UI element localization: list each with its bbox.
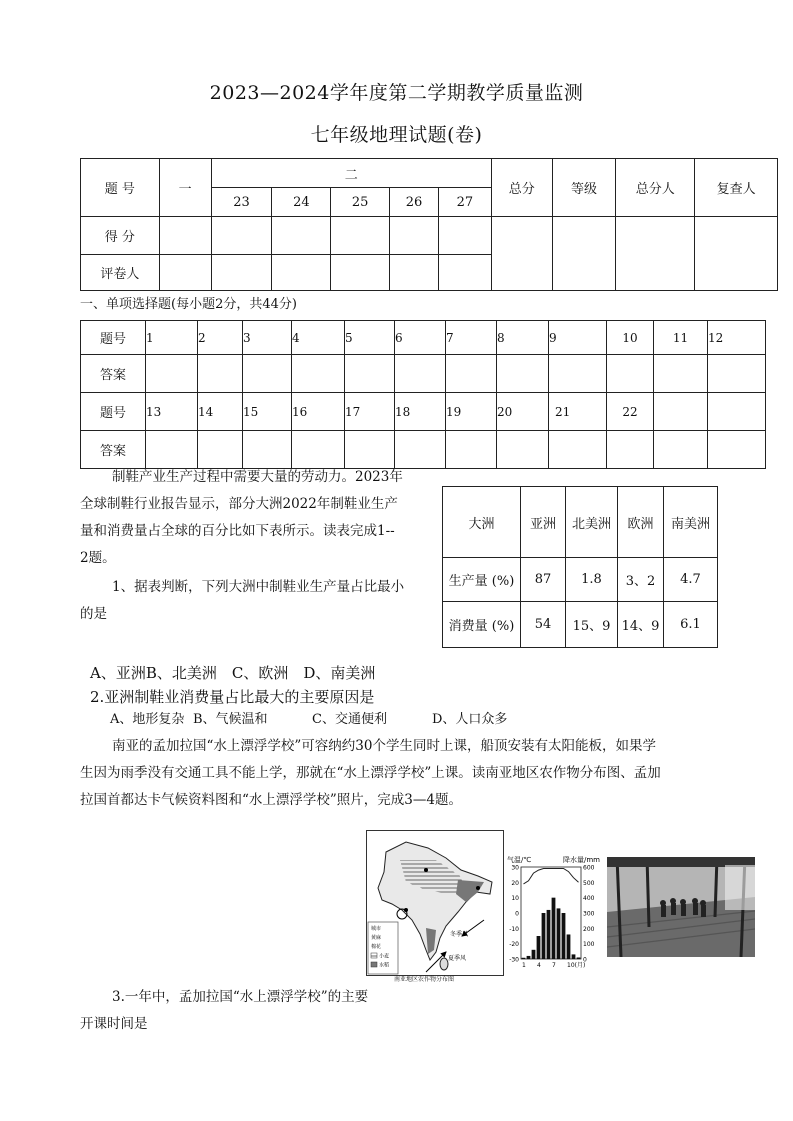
precip-bar [532, 950, 536, 959]
table-cell: 87 [521, 558, 566, 602]
question-number: 4 [292, 321, 345, 355]
precip-bar [567, 934, 571, 959]
question-number-label: 题号 [81, 393, 146, 431]
answer-cell[interactable] [146, 431, 198, 469]
score-cell[interactable] [331, 217, 390, 255]
plot-frame [521, 867, 581, 959]
table-cell: 14、9 [618, 602, 664, 648]
table-cell: 6.1 [664, 602, 718, 648]
temp-tick-label: 0 [515, 910, 519, 918]
review-header: 复查人 [695, 159, 778, 217]
sri-lanka [440, 958, 448, 970]
south-asia-crop-map [366, 830, 504, 988]
question-stem: 的是 [80, 606, 107, 622]
question-number-label: 题号 [81, 321, 146, 355]
table-header: 亚洲 [521, 487, 566, 558]
option-b: B、气候温和 [193, 712, 268, 727]
answer-cell[interactable] [607, 431, 654, 469]
answer-cell[interactable] [243, 431, 292, 469]
photo-svg [607, 857, 755, 957]
sub-question: 25 [331, 188, 390, 217]
grade-cell[interactable] [552, 217, 616, 291]
month-ticks [522, 961, 585, 969]
table-header: 大洲 [443, 487, 521, 558]
rain-tick-label: 600 [583, 864, 595, 872]
grader-cell[interactable] [159, 255, 211, 291]
question-number: 19 [446, 393, 497, 431]
answer-cell[interactable] [654, 355, 708, 393]
answer-cell[interactable] [654, 431, 708, 469]
question-number: 3 [243, 321, 292, 355]
question-number [654, 393, 708, 431]
answer-cell[interactable] [446, 431, 497, 469]
answer-cell[interactable] [198, 431, 243, 469]
sub-question: 23 [211, 188, 272, 217]
exam-subtitle: 七年级地理试题(卷) [310, 124, 483, 146]
passage-line: 全球制鞋行业报告显示，部分大洲2022年制鞋业生产 [80, 496, 398, 512]
sub-question: 24 [272, 188, 331, 217]
option-d: D、人口众多 [432, 712, 508, 727]
month-tick-label: 4 [537, 962, 541, 969]
review-cell[interactable] [695, 217, 778, 291]
city-dot [476, 886, 480, 890]
question-number: 16 [292, 393, 345, 431]
question-stem: 1、据表判断，下列大洲中制鞋业生产量占比最小 [112, 579, 405, 595]
table-cell: 54 [521, 602, 566, 648]
tally-cell[interactable] [616, 217, 695, 291]
score-row-label: 得 分 [81, 217, 160, 255]
passage-line: 量和消费量占全球的百分比如下表所示。读表完成1-- [80, 523, 395, 539]
answer-cell[interactable] [198, 355, 243, 393]
answer-cell[interactable] [497, 431, 549, 469]
grader-cell[interactable] [211, 255, 272, 291]
table-cell: 4.7 [664, 558, 718, 602]
precip-bar [557, 908, 561, 959]
winter-monsoon-label: 冬季风 [450, 931, 469, 938]
grader-cell[interactable] [390, 255, 439, 291]
shoe-industry-table [442, 486, 718, 648]
question-number: 7 [446, 321, 497, 355]
part-one-header: 一 [159, 159, 211, 217]
question-number: 11 [654, 321, 708, 355]
rain-tick-label: 100 [583, 941, 595, 949]
answer-cell[interactable] [708, 431, 766, 469]
question-number: 2 [198, 321, 243, 355]
temp-axis-title: 气温/℃ [507, 856, 532, 864]
precip-bar [522, 958, 526, 959]
question-stem: 3.一年中，孟加拉国“水上漂浮学校”的主要 [112, 989, 369, 1005]
temp-tick-label: -30 [509, 956, 519, 964]
question-number: 5 [345, 321, 395, 355]
question-number: 20 [497, 393, 549, 431]
passage-line: 拉国首都达卡气候资料图和“水上漂浮学校”照片，完成3—4题。 [80, 792, 462, 808]
score-table [80, 158, 778, 291]
option-c: C、交通便利 [312, 712, 387, 727]
rain-axis-title: 降水量/mm [563, 856, 600, 864]
grade-header: 等级 [552, 159, 616, 217]
answer-cell[interactable] [292, 355, 345, 393]
rain-tick-label: 300 [583, 910, 595, 918]
question-number-label: 题 号 [81, 159, 160, 217]
month-tick-label: 7 [552, 962, 556, 969]
climate-svg [505, 855, 605, 973]
answer-table [80, 320, 766, 469]
rain-tick-label: 500 [583, 879, 595, 887]
sub-question: 27 [438, 188, 491, 217]
question-number: 9 [549, 321, 607, 355]
answer-label: 答案 [81, 431, 146, 469]
question-stem: 2.亚洲制鞋业消费量占比最大的主要原因是 [90, 688, 375, 706]
question-number: 12 [708, 321, 766, 355]
total-cell[interactable] [491, 217, 552, 291]
grader-row-label: 评卷人 [81, 255, 160, 291]
score-cell[interactable] [272, 217, 331, 255]
precip-bar [547, 910, 551, 959]
table-cell: 3、2 [618, 558, 664, 602]
tally-header: 总分人 [616, 159, 695, 217]
table-cell: 1.8 [566, 558, 618, 602]
answer-cell[interactable] [292, 431, 345, 469]
summer-monsoon-label: 夏季风 [448, 955, 467, 962]
temp-tick-label: -10 [509, 925, 519, 933]
score-cell[interactable] [211, 217, 272, 255]
question-number [708, 393, 766, 431]
precip-bars [522, 898, 581, 959]
floating-school-photo [607, 857, 755, 957]
answer-cell[interactable] [497, 355, 549, 393]
precip-bar [577, 957, 581, 959]
answer-cell[interactable] [607, 355, 654, 393]
score-cell[interactable] [438, 217, 491, 255]
passage-line: 2题。 [80, 550, 116, 566]
question-number: 10 [607, 321, 654, 355]
question-number: 15 [243, 393, 292, 431]
precip-bar [572, 954, 576, 959]
answer-cell[interactable] [549, 431, 607, 469]
question-number: 21 [549, 393, 607, 431]
passage-line: 生因为雨季没有交通工具不能上学，那就在“水上漂浮学校”上课。读南亚地区农作物分布图、孟加 [80, 765, 661, 781]
table-header: 南美洲 [664, 487, 718, 558]
window-light [725, 865, 755, 910]
question-number: 18 [395, 393, 446, 431]
month-tick-label: 10(月) [567, 962, 586, 969]
answer-cell[interactable] [146, 355, 198, 393]
answer-cell[interactable] [345, 355, 395, 393]
question-options: A、亚洲B、北美洲 C、欧洲 D、南美洲 [90, 664, 376, 682]
rain-tick-label: 200 [583, 925, 595, 933]
map-svg [366, 830, 504, 988]
question-number: 1 [146, 321, 198, 355]
dhaka-climate-chart [505, 855, 605, 973]
grader-cell[interactable] [272, 255, 331, 291]
temp-ticks [509, 865, 519, 964]
answer-cell[interactable] [243, 355, 292, 393]
answer-cell[interactable] [549, 355, 607, 393]
question-number: 17 [345, 393, 395, 431]
option-a: A、地形复杂 [110, 712, 185, 727]
legend-item: 黄麻 [371, 935, 382, 941]
passage-line: 制鞋产业生产过程中需要大量的劳动力。2023年 [112, 469, 403, 485]
question-number: 13 [146, 393, 198, 431]
legend-item: 棉花 [371, 944, 382, 950]
rain-tick-label: 0 [583, 956, 587, 964]
question-number: 22 [607, 393, 654, 431]
month-tick-label: 1 [522, 962, 526, 969]
precip-bar [527, 956, 531, 959]
precip-bar [542, 913, 546, 959]
section-heading: 一、单项选择题(每小题2分，共44分) [80, 297, 297, 312]
total-header: 总分 [491, 159, 552, 217]
temp-tick-label: -20 [509, 941, 519, 949]
row-label: 消费量 (%) [443, 602, 521, 648]
row-label: 生产量 (%) [443, 558, 521, 602]
map-caption: 南亚地区农作物分布图 [394, 976, 455, 983]
precip-bar [537, 936, 541, 959]
answer-cell[interactable] [395, 355, 446, 393]
part-two-header: 二 [211, 159, 491, 188]
city-dot [424, 868, 428, 872]
table-cell: 15、9 [566, 602, 618, 648]
rain-ticks [583, 865, 595, 964]
precip-bar [552, 898, 556, 959]
precip-bar [562, 913, 566, 959]
temp-tick-label: 20 [511, 879, 519, 887]
score-cell[interactable] [390, 217, 439, 255]
temp-tick-label: 10 [511, 895, 519, 903]
question-number: 6 [395, 321, 446, 355]
grader-cell[interactable] [438, 255, 491, 291]
rain-tick-label: 400 [583, 895, 595, 903]
answer-cell[interactable] [395, 431, 446, 469]
legend-item: 水稻 [379, 962, 390, 969]
temp-tick-label: 30 [511, 864, 519, 872]
answer-cell[interactable] [708, 355, 766, 393]
sub-question: 26 [390, 188, 439, 217]
temperature-line [524, 869, 579, 884]
answer-number-row [81, 321, 766, 355]
exam-title: 2023—2024学年度第二学期教学质量监测 [209, 82, 584, 104]
legend-item: 小麦 [379, 953, 390, 960]
table-header: 北美洲 [566, 487, 618, 558]
legend-item: 城市 [371, 926, 382, 932]
answer-cell[interactable] [446, 355, 497, 393]
passage-line: 南亚的孟加拉国“水上漂浮学校”可容纳约30个学生同时上课，船顶安装有太阳能板，如果学 [112, 738, 656, 754]
grader-cell[interactable] [331, 255, 390, 291]
answer-cell[interactable] [345, 431, 395, 469]
answer-label: 答案 [81, 355, 146, 393]
score-cell[interactable] [159, 217, 211, 255]
question-number: 8 [497, 321, 549, 355]
question-stem: 开课时间是 [80, 1016, 148, 1032]
table-header: 欧洲 [618, 487, 664, 558]
question-number: 14 [198, 393, 243, 431]
